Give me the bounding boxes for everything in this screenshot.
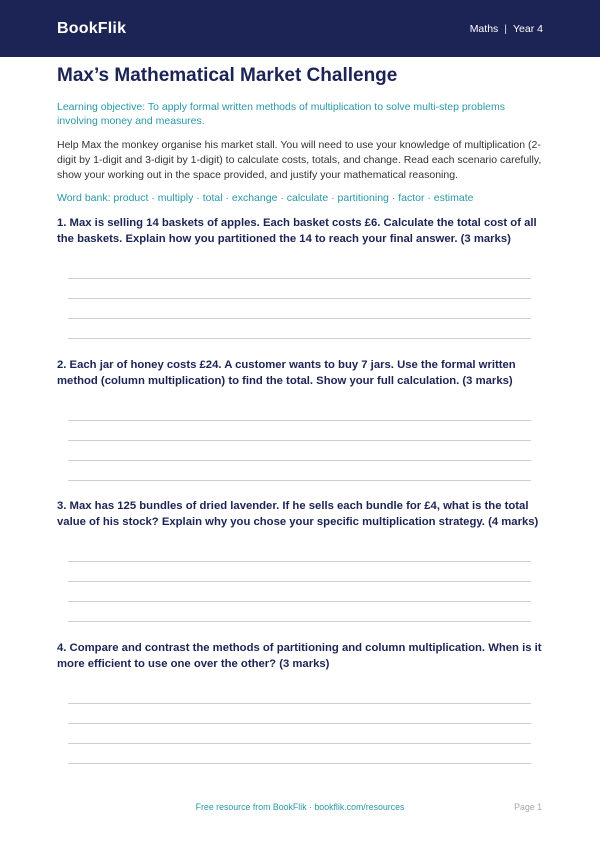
page-header bbox=[0, 0, 600, 57]
answer-line bbox=[68, 440, 531, 441]
footer-resource-link[interactable]: Free resource from BookFlik · bookflik.com/resources bbox=[195, 802, 405, 812]
answer-line bbox=[68, 298, 531, 299]
answer-line bbox=[68, 743, 531, 744]
answer-line bbox=[68, 703, 531, 704]
answer-line bbox=[68, 763, 531, 764]
subject-separator: | bbox=[504, 22, 508, 35]
year-level: Year 4 bbox=[513, 22, 543, 35]
answer-line bbox=[68, 621, 531, 622]
question-2: 2. Each jar of honey costs £24. A customer wants to buy 7 jars. Use the formal written method (column multiplication) to find the total. Show your full calculation. (3 marks) bbox=[57, 359, 516, 387]
worksheet-intro bbox=[57, 66, 543, 205]
answer-line bbox=[68, 723, 531, 724]
answer-line bbox=[68, 318, 531, 319]
answer-line bbox=[68, 581, 531, 582]
word-bank: Word bank: product · multiply · total · exchange · calculate · partitioning · factor · estimate bbox=[57, 192, 474, 204]
subject-label bbox=[470, 23, 543, 35]
intro-text: Help Max the monkey organise his market stall. You will need to use your knowledge of multiplication (2-digit by 1-digit and 3-digit by 1-digit) to calculate costs, totals, and change. Read each scenario carefully, show your working out in the space provided, and justify your mathematical reasoning. bbox=[57, 139, 542, 181]
answer-line bbox=[68, 278, 531, 279]
brand-logo: BookFlik bbox=[57, 19, 127, 37]
question-4: 4. Compare and contrast the methods of partitioning and column multiplication. When is it more efficient to use one over the other? (3 marks) bbox=[57, 642, 542, 670]
learning-objective: Learning objective: To apply formal written methods of multiplication to solve multi-step problems involving money and measures. bbox=[57, 101, 506, 127]
question-1: 1. Max is selling 14 baskets of apples. Each basket costs £6. Calculate the total cost of all the baskets. Explain how you partitioned the 14 to reach your final answer. (3 marks) bbox=[57, 217, 537, 245]
page-number: Page 1 bbox=[514, 802, 542, 812]
subject-name: Maths bbox=[469, 22, 499, 35]
answer-line bbox=[68, 420, 531, 421]
answer-line bbox=[68, 338, 531, 339]
worksheet-title: Max’s Mathematical Market Challenge bbox=[57, 65, 398, 86]
page-footer bbox=[0, 802, 600, 816]
answer-line bbox=[68, 460, 531, 461]
answer-line bbox=[68, 601, 531, 602]
question-3: 3. Max has 125 bundles of dried lavender. If he sells each bundle for £4, what is the total value of his stock? Explain why you chose your specific multiplication strategy. (4 marks) bbox=[57, 500, 539, 528]
answer-line bbox=[68, 480, 531, 481]
answer-line bbox=[68, 561, 531, 562]
